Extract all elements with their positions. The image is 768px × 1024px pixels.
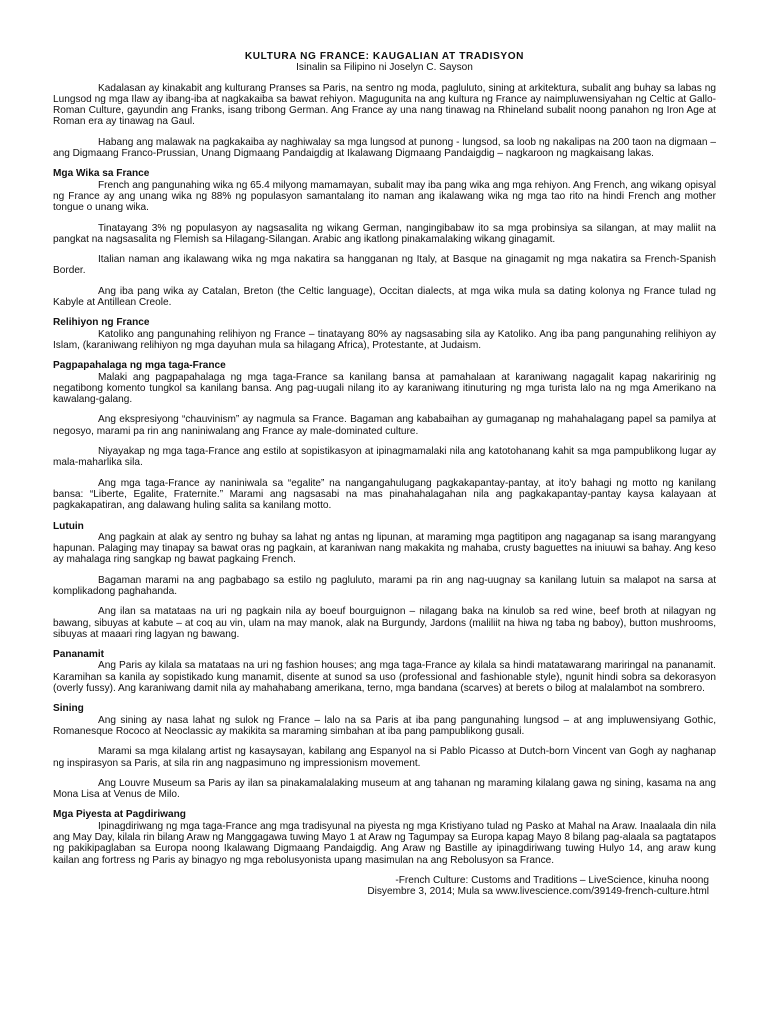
section-heading-wika: Mga Wika sa France xyxy=(53,168,150,180)
section-heading-relihiyon: Relihiyon ng France xyxy=(53,317,150,329)
section-heading-piyesta: Mga Piyesta at Pagdiriwang xyxy=(53,809,186,821)
section-heading-sining: Sining xyxy=(53,703,84,715)
paragraph: Ang ilan sa matataas na uri ng pagkain nila ay boeuf bourguignon – nilagang baka na kinulob sa red wine, beef broth at nilagyan ng bawang, sibuyas at kabute – at coq au vin, ulam na may manok, alak na Burgundy, Jardons (maliliit na hiwa ng taba ng baboy), button mushrooms, sibuyas at maaari ring lagyan ng bawang. xyxy=(53,606,716,640)
section-heading-pananamit: Pananamit xyxy=(53,649,105,661)
paragraph: Katoliko ang pangunahing relihiyon ng France – tinatayang 80% ay nagsasabing sila ay Katoliko. Ang iba pang pangunahing relihiyon ay Islam, (karaniwang relihiyon ng mga dayuhan mula sa hilagang Africa), Protestante, at Judaism. xyxy=(53,328,716,351)
paragraph: Marami sa mga kilalang artist ng kasaysayan, kabilang ang Espanyol na si Pablo Picasso at Dutch-born Vincent van Gogh ay naghanap ng inspirasyon sa Paris, at sila rin ang nagpasimuno ng impressionism movement. xyxy=(53,746,716,769)
paragraph: Ang sining ay nasa lahat ng sulok ng France – lalo na sa Paris at iba pang pangunahing lungsod – at ang impluwensiyang Gothic, Romanesque Rococo at Neoclassic ay makikita sa maraming simbahan at iba pang pampublikong gusali. xyxy=(53,714,716,737)
paragraph: Tinatayang 3% ng populasyon ay nagsasalita ng wikang German, nangingibabaw ito sa mga probinsiya sa silangan, at may maliit na pangkat na nagsasalita ng Flemish sa Hilagang-Silangan. Arabic ang ikatlong pinakamalaking wikang ginagamit. xyxy=(53,222,716,245)
paragraph: Ang Paris ay kilala sa matataas na uri ng fashion houses; ang mga taga-France ay kilala sa hindi matatawarang mariringal na pananamit. Karamihan sa kanila ay sopistikado kung manamit, disente at sunod sa uso (professional and fashionable style), ngunit hindi sobra sa dekorasyon (overly fussy). Ang karaniwang damit nila ay mahahabang amerikana, terno, mga bandana (scarves) at berets o bilog at malalambot na sombrero. xyxy=(53,660,716,695)
paragraph: Ang pagkain at alak ay sentro ng buhay sa lahat ng antas ng lipunan, at maraming mga pagtitipon ang nagaganap sa isang marangyang hapunan. Palaging may tinapay sa bawat oras ng pagkain, at karaniwan nang makakita ng mahaba, crusty baguettes na iniuuwi sa bahay. Ang keso ay mahalaga ring sangkap ng bawat pagkaing French. xyxy=(53,531,716,566)
paragraph: Ang iba pang wika ay Catalan, Breton (the Celtic language), Occitan dialects, at mga wika mula sa dating kolonya ng France tulad ng Kabyle at Antillean Creole. xyxy=(53,285,716,309)
source-credit-line: Disyembre 3, 2014; Mula sa www.livescience.com/39149-french-culture.html xyxy=(367,886,709,898)
document-title: KULTURA NG FRANCE: KAUGALIAN AT TRADISYON xyxy=(244,51,525,62)
paragraph: Malaki ang pagpapahalaga ng mga taga-France sa kanilang bansa at pamahalaan at karaniwang nagagalit kapag nakaririnig ng negatibong komento tungkol sa kanilang bansa. Ang pag-uugali nilang ito ay karaniwang itinuturing ng mga turista lalo na ng mga Amerikano na kawalang-galang. xyxy=(53,371,716,406)
paragraph: Ang Louvre Museum sa Paris ay ilan sa pinakamalalaking museum at ang tahanan ng maraming kilalang gawa ng sining, kasama na ang Mona Lisa at Venus de Milo. xyxy=(53,777,716,801)
section-heading-pagpapahalaga: Pagpapahalaga ng mga taga-France xyxy=(53,360,226,372)
section-heading-lutuin: Lutuin xyxy=(53,520,84,532)
paragraph: Bagaman marami na ang pagbabago sa estilo ng pagluluto, marami pa rin ang nag-uugnay sa kanilang lutuin sa malapot na sarsa at komplikadong paghahanda. xyxy=(53,574,716,597)
document-subtitle: Isinalin sa Filipino ni Joselyn C. Sayson xyxy=(296,62,473,74)
paragraph: French ang pangunahing wika ng 65.4 milyong mamamayan, subalit may iba pang wika ang mga rehiyon. Ang French, ang wikang opisyal ng France ay ang unang wika ng 88% ng populasyon samantalang ito naman ang ikalawang wika ng mga tao rito na hindi French ang mother tongue o unang wika. xyxy=(53,179,716,214)
paragraph: Habang ang malawak na pagkakaiba ay naghiwalay sa mga lungsod at punong - lungsod, sa loob ng nakalipas na 200 taon na digmaan – ang Digmaang Franco-Prussian, Unang Digmaang Pandaigdig at Ikalawang Digmaang Pandaigdig – nagkaroon ng magkaisang lakas. xyxy=(53,136,716,160)
paragraph: Ipinagdiriwang ng mga taga-France ang mga tradisyunal na piyesta ng mga Kristiyano tulad ng Pasko at Mahal na Araw. Inaalaala din nila ang May Day, kilala rin bilang Araw ng Manggagawa tuwing Mayo 1 at Araw ng Tagumpay sa Europa kapag Mayo 8 bilang pag-alaala sa pagtatapos ng pakikipaglaban sa Europa noong Ikalawang Digmaang Pandaigdig. Ang Araw ng Bastille ay ipinagdiriwang tuwing Hulyo 14, ang araw kung kailan ang fortress ng Paris ay binagyo ng mga rebolusyonista upang masimulan na ang Rebolusyon sa France. xyxy=(53,820,716,866)
paragraph: Niyayakap ng mga taga-France ang estilo at sopistikasyon at ipinagmamalaki nila ang katotohanang kahit sa mga pampublikong lugar ay mala-maharlika sila. xyxy=(53,446,716,469)
paragraph: Italian naman ang ikalawang wika ng mga nakatira sa hangganan ng Italy, at Basque na ginagamit ng mga nakatira sa French-Spanish Border. xyxy=(53,254,716,277)
paragraph: Ang mga taga-France ay naniniwala sa “egalite” na nangangahulugang pagkakapantay-pantay, at ito'y bahagi ng motto ng kanilang bansa: “Liberte, Egalite, Fraternite.” Marami ang nagsasabi na mas pinahahalagahan nila ang pagkakapantay-pantay kaysa kalayaan at pagkakapatiran, ang dalawang huling salita sa kanilang motto. xyxy=(53,477,716,512)
paragraph: Kadalasan ay kinakabit ang kulturang Pranses sa Paris, na sentro ng moda, pagluluto, sining at arkitektura, subalit ang buhay sa labas ng Lungsod ng mga Ilaw ay ibang-iba at nagkakaiba sa bawat rehiyon. Magugunita na ang kultura ng France ay naimpluwensiyahan ng Celtic at Gallo-Roman Culture, gayundin ang Franks, isang tribong German. Ang France ay una nang tinawag na Rhineland subalit noong panahon ng Iron Age at Roman era ay tinawag na Gaul. xyxy=(53,82,716,128)
source-credit-line: -French Culture: Customs and Traditions – LiveScience, kinuha noong xyxy=(395,874,709,886)
paragraph: Ang ekspresiyong “chauvinism” ay nagmula sa France. Bagaman ang kababaihan ay gumaganap ng mahahalagang papel sa pamilya at negosyo, marami pa rin ang naniniwalang ang France ay male-dominated culture. xyxy=(53,414,716,437)
